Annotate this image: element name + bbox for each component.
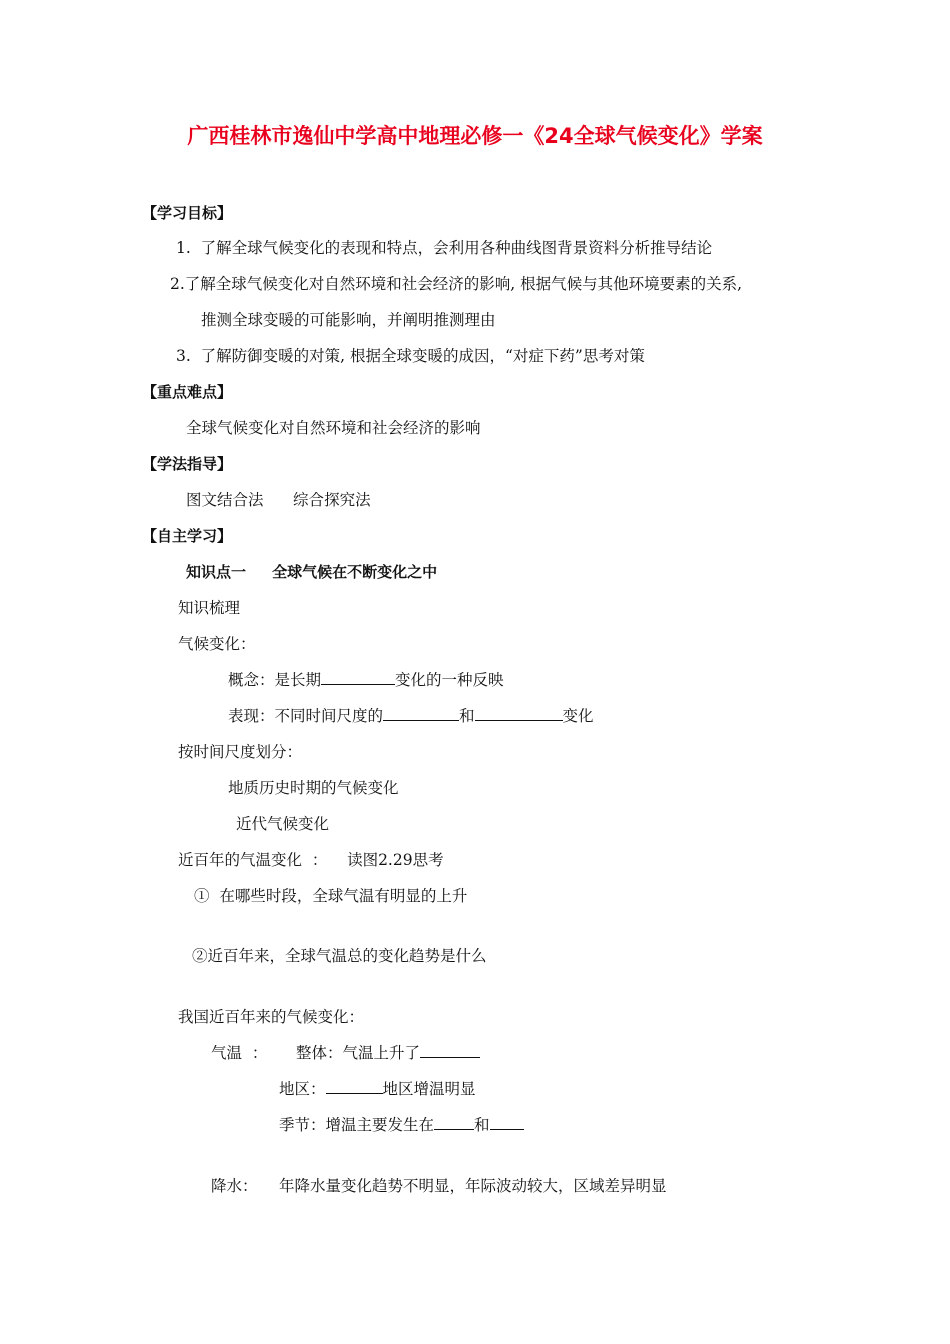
key-points-text: 全球气候变化对自然环境和社会经济的影响: [186, 419, 481, 437]
expression-blank-2[interactable]: [475, 705, 563, 721]
overall-line: [296, 1042, 480, 1064]
modern-climate-change: 近代气候变化: [236, 815, 330, 833]
precipitation-label: 降水：: [211, 1177, 258, 1195]
season-text-a: 季节：增温主要发生在: [279, 1116, 435, 1134]
overall-blank[interactable]: [420, 1042, 480, 1058]
concept-text-b: 变化的一种反映: [395, 671, 504, 689]
region-text-a: 地区：: [279, 1080, 326, 1098]
season-blank-1[interactable]: [434, 1114, 474, 1130]
region-blank[interactable]: [326, 1078, 383, 1094]
knowledge-review-label: 知识梳理: [178, 599, 241, 617]
key-points-heading: 【重点难点】: [142, 383, 233, 401]
concept-blank[interactable]: [321, 669, 395, 685]
time-scale-label: 按时间尺度划分：: [178, 743, 303, 761]
concept-line: [228, 669, 504, 691]
region-line: [279, 1078, 476, 1100]
season-text-b: 和: [474, 1116, 490, 1134]
china-climate-label: 我国近百年来的气候变化：: [178, 1008, 365, 1026]
document-title: 广西桂林市逸仙中学高中地理必修一《24全球气候变化》学案: [187, 124, 763, 148]
objectives-heading: 【学习目标】: [142, 204, 233, 222]
concept-text-a: 概念：是长期: [228, 671, 322, 689]
expression-text-c: 变化: [562, 707, 594, 725]
objective-3: 3. 了解防御变暖的对策, 根据全球变暖的成因，“对症下药”思考对策: [176, 347, 645, 365]
method-heading: 【学法指导】: [142, 455, 233, 473]
temperature-label: 气温 ：: [211, 1044, 268, 1062]
precipitation-text: 年降水量变化趋势不明显，年际波动较大，区域差异明显: [279, 1177, 667, 1195]
knowledge-point-title: 知识点一 全球气候在不断变化之中: [186, 563, 438, 581]
season-line: [279, 1114, 524, 1136]
expression-text-a: 表现：不同时间尺度的: [228, 707, 384, 725]
method-text: 图文结合法 综合探究法: [186, 491, 371, 509]
objective-1: 1. 了解全球气候变化的表现和特点，会利用各种曲线图背景资料分析推导结论: [176, 239, 713, 257]
geologic-climate-change: 地质历史时期的气候变化: [228, 779, 399, 797]
expression-line: [228, 705, 594, 727]
overall-text: 整体：气温上升了: [296, 1044, 421, 1062]
season-blank-2[interactable]: [490, 1114, 524, 1130]
expression-blank-1[interactable]: [383, 705, 459, 721]
question-1: ① 在哪些时段，全球气温有明显的上升: [194, 887, 468, 905]
objective-2-line-1: 2.了解全球气候变化对自然环境和社会经济的影响, 根据气候与其他环境要素的关系,: [170, 275, 743, 293]
objective-2-line-2: 推测全球变暖的可能影响，并阐明推测理由: [201, 311, 496, 329]
century-temperature-line: 近百年的气温变化 ： 读图2.29思考: [178, 851, 444, 869]
expression-text-b: 和: [459, 707, 475, 725]
question-2: ②近百年来，全球气温总的变化趋势是什么: [192, 947, 487, 965]
climate-change-label: 气候变化：: [178, 635, 256, 653]
self-study-heading: 【自主学习】: [142, 527, 233, 545]
region-text-b: 地区增温明显: [382, 1080, 476, 1098]
